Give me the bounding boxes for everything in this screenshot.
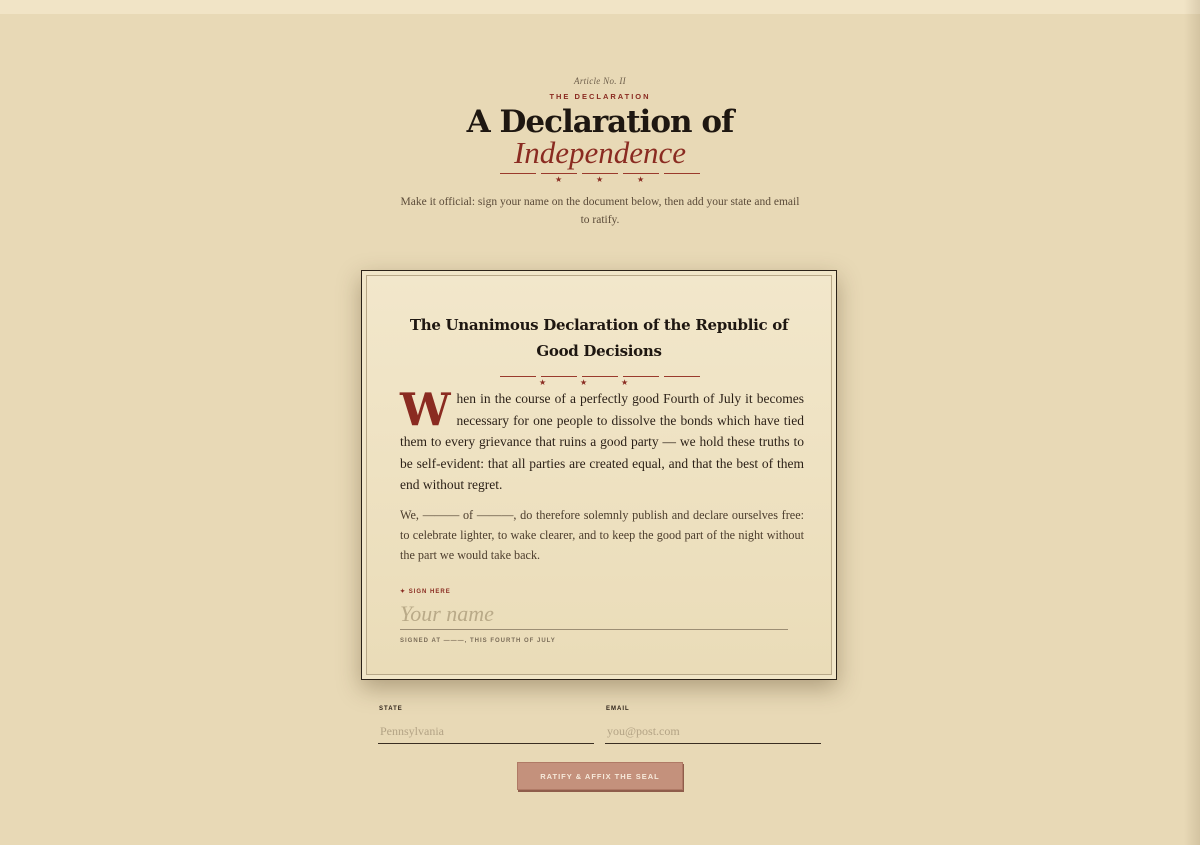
page-title-italic: Independence: [513, 135, 687, 170]
ornament-line: [541, 376, 577, 377]
title-ornament: [500, 169, 700, 191]
document-inner-border: [366, 275, 832, 675]
declaration-document: [361, 270, 837, 680]
signed-at-caption: SIGNED AT ———, THIS FOURTH OF JULY: [400, 638, 556, 644]
paragraph-text: hen in the course of a perfectly good Fourth of July it becomes necessary for one people to dissolve the bonds which have tied them to every grievance that ruins a good party — we hold these truths to be self-evident: that all parties are created equal, and that the best of them end without regret.: [400, 391, 804, 492]
ornament-line: [500, 173, 536, 174]
ornament-line: [500, 376, 536, 377]
state-input[interactable]: [378, 720, 594, 744]
document-title: The Unanimous Declaration of the Republic of Good Decisions: [409, 316, 789, 360]
email-label: EMAIL: [606, 706, 630, 712]
page-title: A Declaration of: [466, 104, 734, 140]
resolution-paragraph: We, ——— of ———, do therefore solemnly publish and declare ourselves free: to celebrate lighter, to wake clearer, and to keep the good part of the night without the part we would take back.: [400, 508, 804, 562]
ratify-button[interactable]: RATIFY & AFFIX THE SEAL: [517, 762, 683, 790]
ornament-line: [664, 173, 700, 174]
star-icon: ★: [539, 378, 547, 387]
star-icon: ★: [637, 175, 645, 184]
ornament-line: [582, 173, 618, 174]
section-kicker: THE DECLARATION: [549, 92, 651, 101]
article-number: Article No. II: [574, 76, 626, 86]
sign-here-label: ✦ SIGN HERE: [400, 589, 451, 595]
drop-cap: W: [400, 383, 451, 436]
signature-input[interactable]: [400, 598, 788, 630]
ornament-line: [541, 173, 577, 174]
declaration-paragraph: [400, 383, 804, 496]
ornament-line: [623, 173, 659, 174]
page-header: [0, 76, 1200, 229]
star-icon: ★: [555, 175, 563, 184]
top-bar: [0, 0, 1200, 14]
ornament-line: [623, 376, 659, 377]
email-input[interactable]: [605, 720, 821, 744]
intro-text: Make it official: sign your name on the document below, then add your state and email to ratify.: [400, 196, 800, 226]
star-icon: ★: [580, 378, 588, 387]
ornament-line: [582, 376, 618, 377]
star-icon: ★: [621, 378, 629, 387]
state-label: STATE: [379, 706, 403, 712]
ornament-line: [664, 376, 700, 377]
star-icon: ★: [596, 175, 604, 184]
